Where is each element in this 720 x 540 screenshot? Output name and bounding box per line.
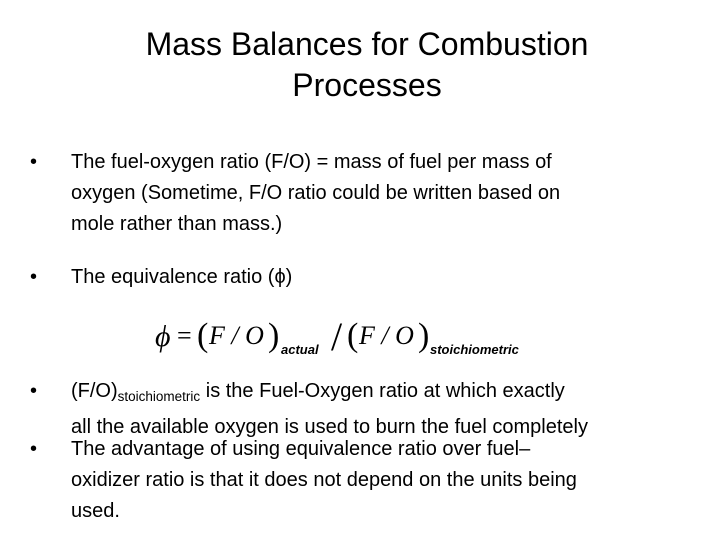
bullet-line: used.	[71, 500, 120, 522]
bullet-line: The advantage of using equivalence ratio over fuel–	[71, 438, 531, 460]
bullet-text	[71, 434, 700, 527]
formula-rhs-close-paren: )	[418, 317, 430, 354]
formula-lhs-close-paren: )	[268, 317, 280, 354]
formula-lhs-open-paren: (	[197, 317, 209, 354]
formula-rhs-open-paren: (	[347, 317, 359, 354]
fo-symbol: (F/O)	[71, 380, 118, 402]
bullet-line: oxygen (Sometime, F/O ratio could be written based on	[71, 182, 561, 204]
bullet-line-rest: is the Fuel-Oxygen ratio at which exactly	[200, 380, 565, 402]
title-line-2: Processes	[292, 67, 442, 103]
bullet-dot: •	[30, 151, 38, 173]
bullet-fuel-oxygen-ratio	[30, 147, 700, 240]
bullet-text	[71, 147, 700, 240]
formula-rhs-subscript: stoichiometric	[430, 342, 519, 357]
bullet-dot: •	[30, 380, 38, 402]
bullet-text	[71, 376, 700, 443]
formula-equals: =	[177, 321, 192, 350]
bullet-text	[71, 262, 700, 293]
formula-rhs-body: F / O	[359, 321, 414, 350]
bullet-dot: •	[30, 266, 38, 288]
title-line-1: Mass Balances for Combustion	[145, 26, 589, 62]
bullet-equivalence-ratio	[30, 262, 700, 293]
bullet-stoichiometric-definition	[30, 376, 700, 443]
formula-division-slash: /	[331, 314, 343, 359]
bullet-dot: •	[30, 438, 38, 460]
stoichiometric-subscript: stoichiometric	[117, 389, 201, 404]
bullet-advantage	[30, 434, 700, 527]
bullet-line: The equivalence ratio (ϕ)	[71, 266, 293, 288]
equivalence-ratio-formula	[155, 310, 555, 360]
slide-title	[0, 24, 720, 106]
bullet-line: The fuel-oxygen ratio (F/O) = mass of fuel per mass of	[71, 151, 552, 173]
bullet-line: oxidizer ratio is that it does not depend on the units being	[71, 469, 577, 491]
formula-phi: ϕ	[155, 320, 171, 353]
formula-lhs-body: F / O	[209, 321, 264, 350]
bullet-line: mole rather than mass.)	[71, 213, 283, 235]
bullet-line	[71, 376, 700, 412]
bullet-line: all the available oxygen is used to burn the fuel completely	[71, 416, 588, 438]
formula-lhs-subscript: actual	[281, 342, 319, 357]
